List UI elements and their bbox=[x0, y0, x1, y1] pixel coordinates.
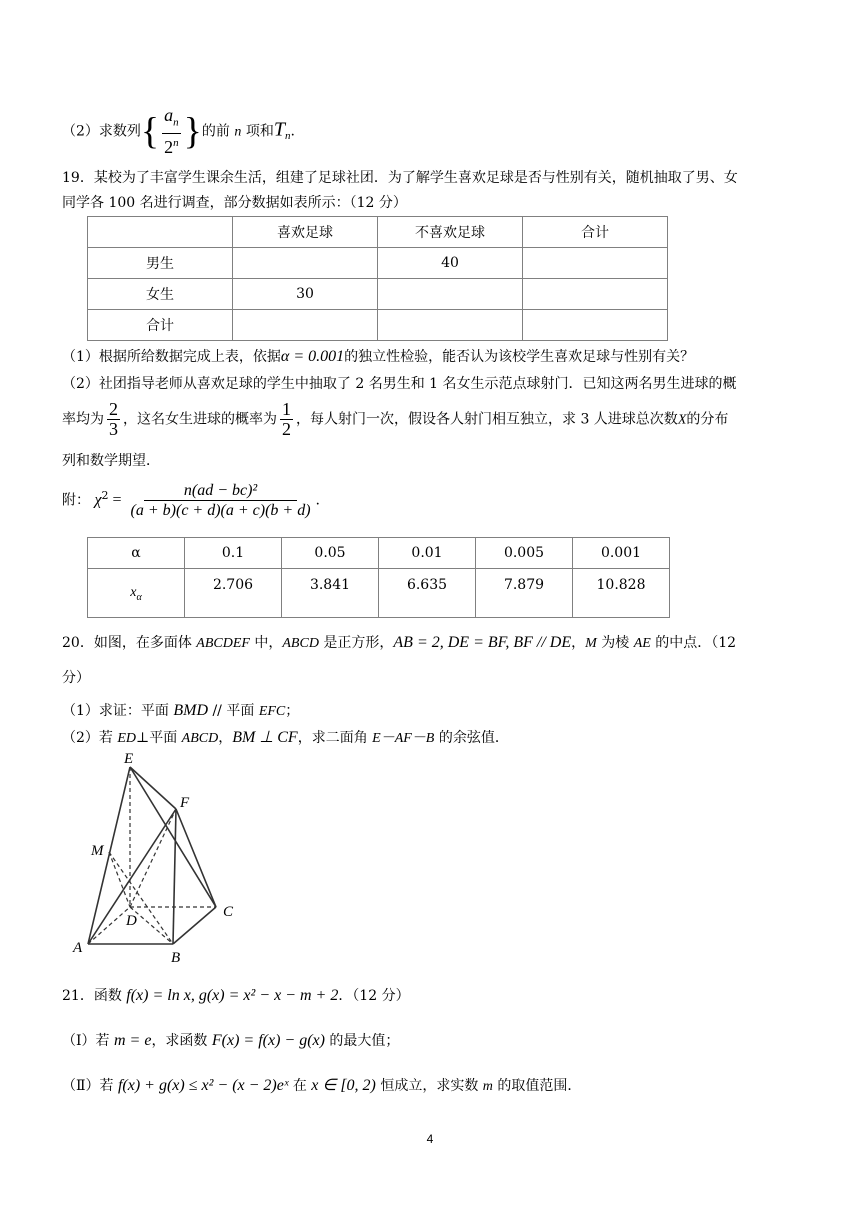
q20-part1: （1）求证：平面 BMD // 平面 EFC； bbox=[62, 702, 300, 719]
crit-value: 2.706 bbox=[185, 569, 282, 618]
q19-part2-line2: 率均为 $\frac{2}{3}$ ，这名女生进球的概率为 $\frac{1}{2}$ ，每人射门一次，假设各人射门相互独立，求 3 人进球总次数X的分布 bbox=[62, 399, 729, 439]
survey-cell: 男生 bbox=[88, 248, 233, 279]
survey-cell bbox=[523, 248, 668, 279]
survey-cell: 30 bbox=[233, 279, 378, 310]
survey-cell bbox=[378, 310, 523, 341]
survey-cell bbox=[523, 310, 668, 341]
survey-cell bbox=[233, 310, 378, 341]
survey-header: 喜欢足球 bbox=[233, 217, 378, 248]
crit-label: $x_\alpha$ bbox=[88, 569, 185, 618]
survey-table bbox=[87, 216, 668, 341]
q21-part1: （Ⅰ）若 m = e，求函数 F(x) = f(x) − g(x) 的最大值； bbox=[62, 1032, 400, 1049]
vertex-label-M: M bbox=[91, 843, 104, 859]
crit-alpha: 0.05 bbox=[282, 538, 379, 569]
sequence-fraction: $\frac{a_n}{2^n}$ bbox=[164, 105, 179, 157]
q21-part2: （Ⅱ）若 f(x) + g(x) ≤ x² − (x − 2)eˣ 在 x ∈ [0, 2) 恒成立，求实数 m 的取值范围． bbox=[62, 1077, 582, 1094]
vertex-label-D: D bbox=[126, 913, 137, 929]
q19-part2-line3: 列和数学期望． bbox=[62, 453, 160, 469]
crit-alpha: 0.005 bbox=[476, 538, 573, 569]
chi-square-formula: 附： $\chi^2$ = $\frac{\text{n(ad − bc)²}}{(a + b)(c + d)(a + c)(b + d)}$ . bbox=[62, 482, 320, 519]
survey-cell bbox=[523, 279, 668, 310]
crit-value: 10.828 bbox=[573, 569, 670, 618]
polyhedron-figure bbox=[60, 748, 250, 970]
survey-cell bbox=[233, 248, 378, 279]
survey-cell: 合计 bbox=[88, 310, 233, 341]
crit-alpha: 0.001 bbox=[573, 538, 670, 569]
crit-value: 6.635 bbox=[379, 569, 476, 618]
q21-line1: 21．函数 f(x) = ln x, g(x) = x² − x − m + 2．（12 分） bbox=[62, 987, 410, 1004]
crit-alpha: 0.1 bbox=[185, 538, 282, 569]
survey-cell: 女生 bbox=[88, 279, 233, 310]
crit-value: 3.841 bbox=[282, 569, 379, 618]
q19-line2: 同学各 100 名进行调查，部分数据如表所示：（12 分） bbox=[62, 195, 407, 211]
q18-part2: （2）求数列{ $\frac{a_n}{2^n}$ }的前 n 项和$T_n$. bbox=[62, 105, 295, 157]
survey-header: 不喜欢足球 bbox=[378, 217, 523, 248]
q20-part2: （2）若 ED⊥平面 ABCD，BM ⊥ CF，求二面角 E－AF－B 的余弦值． bbox=[62, 729, 509, 746]
q19-line1: 19．某校为了丰富学生课余生活，组建了足球社团．为了解学生喜欢足球是否与性别有关，随机抽取了男、女 bbox=[62, 170, 738, 186]
crit-value: 7.879 bbox=[476, 569, 573, 618]
survey-header: 合计 bbox=[523, 217, 668, 248]
critical-value-table bbox=[87, 537, 670, 618]
survey-cell bbox=[378, 279, 523, 310]
vertex-label-C: C bbox=[223, 904, 234, 920]
crit-label: α bbox=[88, 538, 185, 569]
q19-part2-line1: （2）社团指导老师从喜欢足球的学生中抽取了 2 名男生和 1 名女生示范点球射门．已知这两名男生进球的概 bbox=[62, 376, 737, 392]
q20-line1: 20．如图，在多面体 ABCDEF 中，ABCD 是正方形，AB = 2, DE = BF, BF // DE，M 为棱 AE 的中点．（12 bbox=[62, 634, 737, 651]
q20-line2: 分） bbox=[62, 670, 90, 686]
survey-cell: 40 bbox=[378, 248, 523, 279]
vertex-label-F: F bbox=[180, 795, 190, 811]
vertex-label-A: A bbox=[73, 940, 83, 956]
crit-alpha: 0.01 bbox=[379, 538, 476, 569]
q19-part1: （1）根据所给数据完成上表，依据α = 0.001的独立性检验，能否认为该校学生喜欢足球与性别有关？ bbox=[62, 348, 695, 365]
vertex-label-E: E bbox=[124, 751, 134, 767]
page-number: 4 bbox=[426, 1132, 434, 1146]
survey-header bbox=[88, 217, 233, 248]
vertex-label-B: B bbox=[171, 950, 181, 966]
